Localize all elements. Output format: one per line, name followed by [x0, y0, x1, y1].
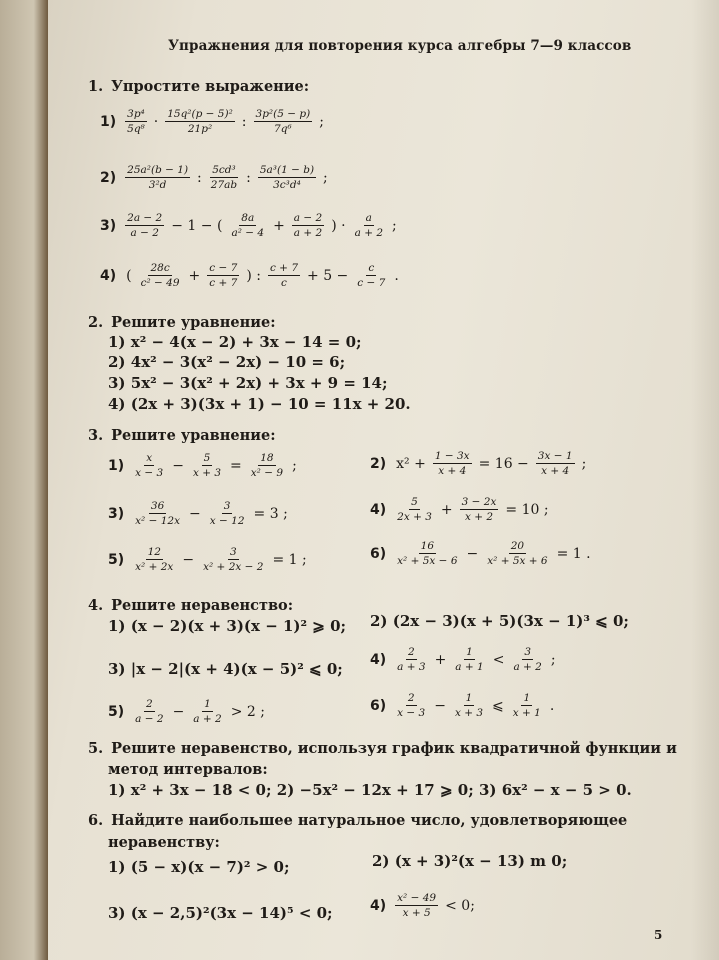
ex6-line-1: 1) (5 − x)(x − 7)² > 0; [108, 858, 290, 876]
ex4-item-6: 6) $\frac{2}{x - 3}$ − $\frac{1}{x + 3}$ ⩽ $\frac{1}{x + 1}$ . [370, 692, 555, 720]
exercise-5-heading: 5. Решите неравенство, используя график квадратичной функции и [88, 740, 677, 757]
exercise-6-heading-cont: неравенству: [108, 834, 220, 851]
exercise-6-heading: 6. Найдите наибольшее натуральное число, удовлетворяющее [88, 812, 628, 829]
page-title: Упражнения для повторения курса алгебры 7—9 классов [168, 38, 632, 54]
previous-page-edge [0, 0, 48, 960]
ex3-item-4: 4) $\frac{5}{2x + 3}$ + $\frac{3 - 2x}{x + 2}$ = 10 ; [370, 496, 549, 524]
ex4-item-5: 5) $\frac{2}{a - 2}$ − $\frac{1}{a + 2}$ > 2 ; [108, 698, 265, 726]
ex5-line: 1) x² + 3x − 18 < 0; 2) −5x² − 12x + 17 ⩾ 0; 3) 6x² − x − 5 > 0. [108, 781, 632, 799]
exercise-1-heading: 1. Упростите выражение: [88, 78, 310, 95]
ex2-line-3: 3) 5x² − 3(x² + 2x) + 3x + 9 = 14; [108, 374, 388, 392]
ex4-line-1: 1) (x − 2)(x + 3)(x − 1)² ⩾ 0; [108, 617, 347, 635]
ex1-item-3: 3) $\frac{2a - 2}{a - 2}$ − 1 − ( $\frac{8a}{\text{a² − 4}}$ + $\frac{a - 2}{a + 2}$ ) · $\frac{a}{a + 2}$ ; [100, 212, 397, 240]
exercise-3-heading: 3. Решите уравнение: [88, 427, 276, 444]
ex3-item-5: 5) $\frac{12}{\text{x² + 2x}}$ − $\frac{3}{\text{x² + 2x − 2}}$ = 1 ; [108, 546, 307, 574]
ex6-line-3: 3) (x − 2,5)²(3x − 14)⁵ < 0; [108, 904, 333, 922]
book-page [48, 0, 719, 960]
ex2-line-1: 1) x² − 4(x − 2) + 3x − 14 = 0; [108, 333, 362, 351]
ex3-item-2: 2) x² + $\frac{1 - 3x}{x + 4}$ = 16 − $\frac{3x - 1}{x + 4}$ ; [370, 450, 587, 478]
ex1-item-1: 1) $\frac{\text{3p⁴}}{\text{5q⁸}}$ · $\frac{\text{15q²(p − 5)²}}{\text{21p²}}$ : $\frac{\text{3p²(5 − p)}}{\text{7q⁶}}$ ; [100, 108, 324, 136]
page-number: 5 [654, 928, 663, 942]
ex4-item-4: 4) $\frac{2}{a + 3}$ + $\frac{1}{a + 1}$ < $\frac{3}{a + 2}$ ; [370, 646, 556, 674]
ex6-line-2: 2) (x + 3)²(x − 13) m 0; [372, 852, 568, 870]
ex3-item-6: 6) $\frac{16}{\text{x² + 5x − 6}}$ − $\frac{20}{\text{x² + 5x + 6}}$ = 1 . [370, 540, 591, 568]
ex2-line-2: 2) 4x² − 3(x² − 2x) − 10 = 6; [108, 353, 346, 371]
ex1-item-4: 4) ( $\frac{28c}{\text{c² − 49}}$ + $\frac{c - 7}{c + 7}$ ) : $\frac{c + 7}{c}$ + 5 − $\frac{c}{c - 7}$ . [100, 262, 399, 290]
ex3-item-1: 1) $\frac{x}{x - 3}$ − $\frac{5}{x + 3}$ = $\frac{18}{\text{x² − 9}}$ ; [108, 452, 297, 480]
ex1-item-2: 2) $\frac{\text{25a²(b − 1)}}{\text{3²d}}$ : $\frac{\text{5cd³}}{27ab}$ : $\frac{\text{5a³(1 − b)}}{\text{3c³d⁴}}$ ; [100, 164, 328, 192]
ex3-item-3: 3) $\frac{36}{\text{x² − 12x}}$ − $\frac{3}{x - 12}$ = 3 ; [108, 500, 288, 528]
exercise-5-heading-cont: метод интервалов: [108, 761, 268, 778]
ex4-line-2: 2) (2x − 3)(x + 5)(3x − 1)³ ⩽ 0; [370, 612, 629, 630]
ex2-line-4: 4) (2x + 3)(3x + 1) − 10 = 11x + 20. [108, 395, 411, 413]
exercise-2-heading: 2. Решите уравнение: [88, 314, 276, 331]
exercise-4-heading: 4. Решите неравенство: [88, 597, 294, 614]
ex6-item-4: 4) $\frac{\text{x² − 49}}{x + 5}$ < 0; [370, 892, 475, 920]
ex4-line-3: 3) |x − 2|(x + 4)(x − 5)² ⩽ 0; [108, 660, 343, 678]
next-page-edge [691, 0, 719, 960]
